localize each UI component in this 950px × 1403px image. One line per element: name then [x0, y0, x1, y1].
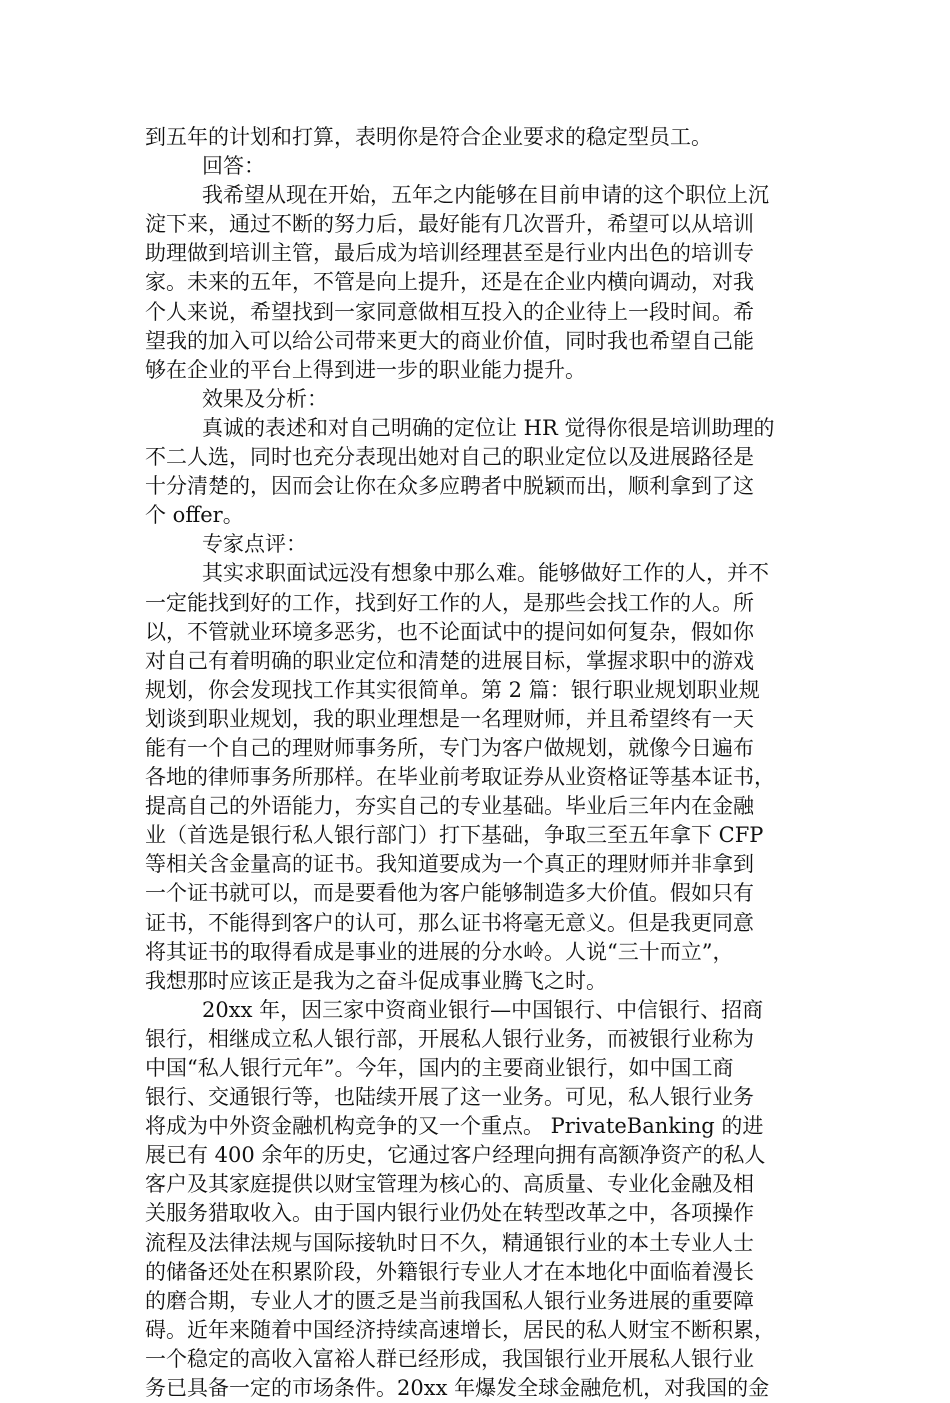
text-line: 其实求职面试远没有想象中那么难。能够做好工作的人，并不 — [202, 561, 769, 586]
text-line: 将成为中外资金融机构竞争的又一个重点。 PrivateBanking 的进 — [145, 1114, 764, 1139]
text-line: 一个稳定的高收入富裕人群已经形成，我国银行业开展私人银行业 — [145, 1346, 754, 1371]
text-line: 证书，不能得到客户的认可，那么证书将毫无意义。但是我更同意 — [145, 910, 754, 935]
text-line: 的磨合期，专业人才的匮乏是当前我国私人银行业务进展的重要障 — [145, 1288, 754, 1313]
text-line: 业（首选是银行私人银行部门）打下基础，争取三至五年拿下 CFP — [145, 823, 764, 848]
text-line: 真诚的表述和对自己明确的定位让 HR 觉得你很是培训助理的 — [202, 415, 775, 440]
text-line: 十分清楚的，因而会让你在众多应聘者中脱颖而出，顺利拿到了这 — [145, 474, 754, 499]
text-line: 助理做到培训主管，最后成为培训经理甚至是行业内出色的培训专 — [145, 241, 754, 266]
text-line: 我希望从现在开始，五年之内能够在目前申请的这个职位上沉 — [202, 183, 769, 208]
text-line: 个 offer。 — [145, 503, 244, 528]
text-line: 家。未来的五年，不管是向上提升，还是在企业内横向调动，对我 — [145, 270, 754, 295]
text-line: 到五年的计划和打算，表明你是符合企业要求的稳定型员工。 — [145, 125, 712, 149]
text-line: 规划，你会发现找工作其实很简单。第 2 篇：银行职业规划职业规 — [145, 677, 760, 702]
text-line: 流程及法律法规与国际接轨时日不久，精通银行业的本土专业人士 — [145, 1230, 754, 1255]
section-label-expert: 专家点评： — [202, 532, 307, 557]
section-label-answer: 回答： — [202, 154, 265, 179]
text-line: 够在企业的平台上得到进一步的职业能力提升。 — [145, 357, 586, 382]
text-line: 20xx 年，因三家中资商业银行—中国银行、中信银行、招商 — [202, 997, 764, 1022]
text-line: 一个证书就可以，而是要看他为客户能够制造多大价值。假如只有 — [145, 881, 754, 906]
text-line: 以，不管就业环境多恶劣，也不论面试中的提问如何复杂，假如你 — [145, 619, 754, 644]
text-line: 对自己有着明确的职业定位和清楚的进展目标，掌握求职中的游戏 — [145, 648, 754, 673]
text-line: 关服务猎取收入。由于国内银行业仍处在转型改革之中，各项操作 — [145, 1201, 754, 1226]
text-line: 不二人选，同时也充分表现出她对自己的职业定位以及进展路径是 — [145, 445, 754, 470]
text-line: 能有一个自己的理财师事务所，专门为客户做规划，就像今日遍布 — [145, 735, 754, 760]
text-line: 划谈到职业规划，我的职业理想是一名理财师，并且希望终有一天 — [145, 706, 754, 731]
text-line: 银行、交通银行等，也陆续开展了这一业务。可见，私人银行业务 — [145, 1085, 754, 1110]
text-line: 中国“私人银行元年”。今年，国内的主要商业银行，如中国工商 — [145, 1056, 734, 1080]
text-line: 等相关含金量高的证书。我知道要成为一个真正的理财师并非拿到 — [145, 852, 754, 877]
text-line: 各地的律师事务所那样。在毕业前考取证券从业资格证等基本证书， — [145, 765, 775, 790]
text-line: 银行，相继成立私人银行部，开展私人银行业务，而被银行业称为 — [145, 1026, 754, 1051]
text-line: 的储备还处在积累阶段，外籍银行专业人才在本地化中面临着漫长 — [145, 1259, 754, 1284]
text-line: 一定能找到好的工作，找到好工作的人，是那些会找工作的人。所 — [145, 590, 754, 615]
text-line: 我想那时应该正是我为之奋斗促成事业腾飞之时。 — [145, 968, 607, 993]
text-line: 提高自己的外语能力，夯实自己的专业基础。毕业后三年内在金融 — [145, 794, 754, 819]
text-line: 务已具备一定的市场条件。20xx 年爆发全球金融危机，对我国的金 — [145, 1376, 770, 1401]
text-line: 展已有 400 余年的历史，它通过客户经理向拥有高额净资产的私人 — [145, 1143, 766, 1168]
text-line: 客户及其家庭提供以财宝管理为核心的、高质量、专业化金融及相 — [145, 1172, 754, 1197]
text-line: 个人来说，希望找到一家同意做相互投入的企业待上一段时间。希 — [145, 299, 754, 324]
text-line: 淀下来，通过不断的努力后，最好能有几次晋升，希望可以从培训 — [145, 212, 754, 237]
text-line: 碍。近年来随着中国经济持续高速增长，居民的私人财宝不断积累， — [145, 1317, 775, 1342]
section-label-effect: 效果及分析： — [202, 386, 328, 411]
document-body — [145, 123, 820, 1403]
text-line: 将其证书的取得看成是事业的进展的分水岭。人说“三十而立”， — [145, 939, 734, 964]
text-line: 望我的加入可以给公司带来更大的商业价值，同时我也希望自己能 — [145, 328, 754, 353]
